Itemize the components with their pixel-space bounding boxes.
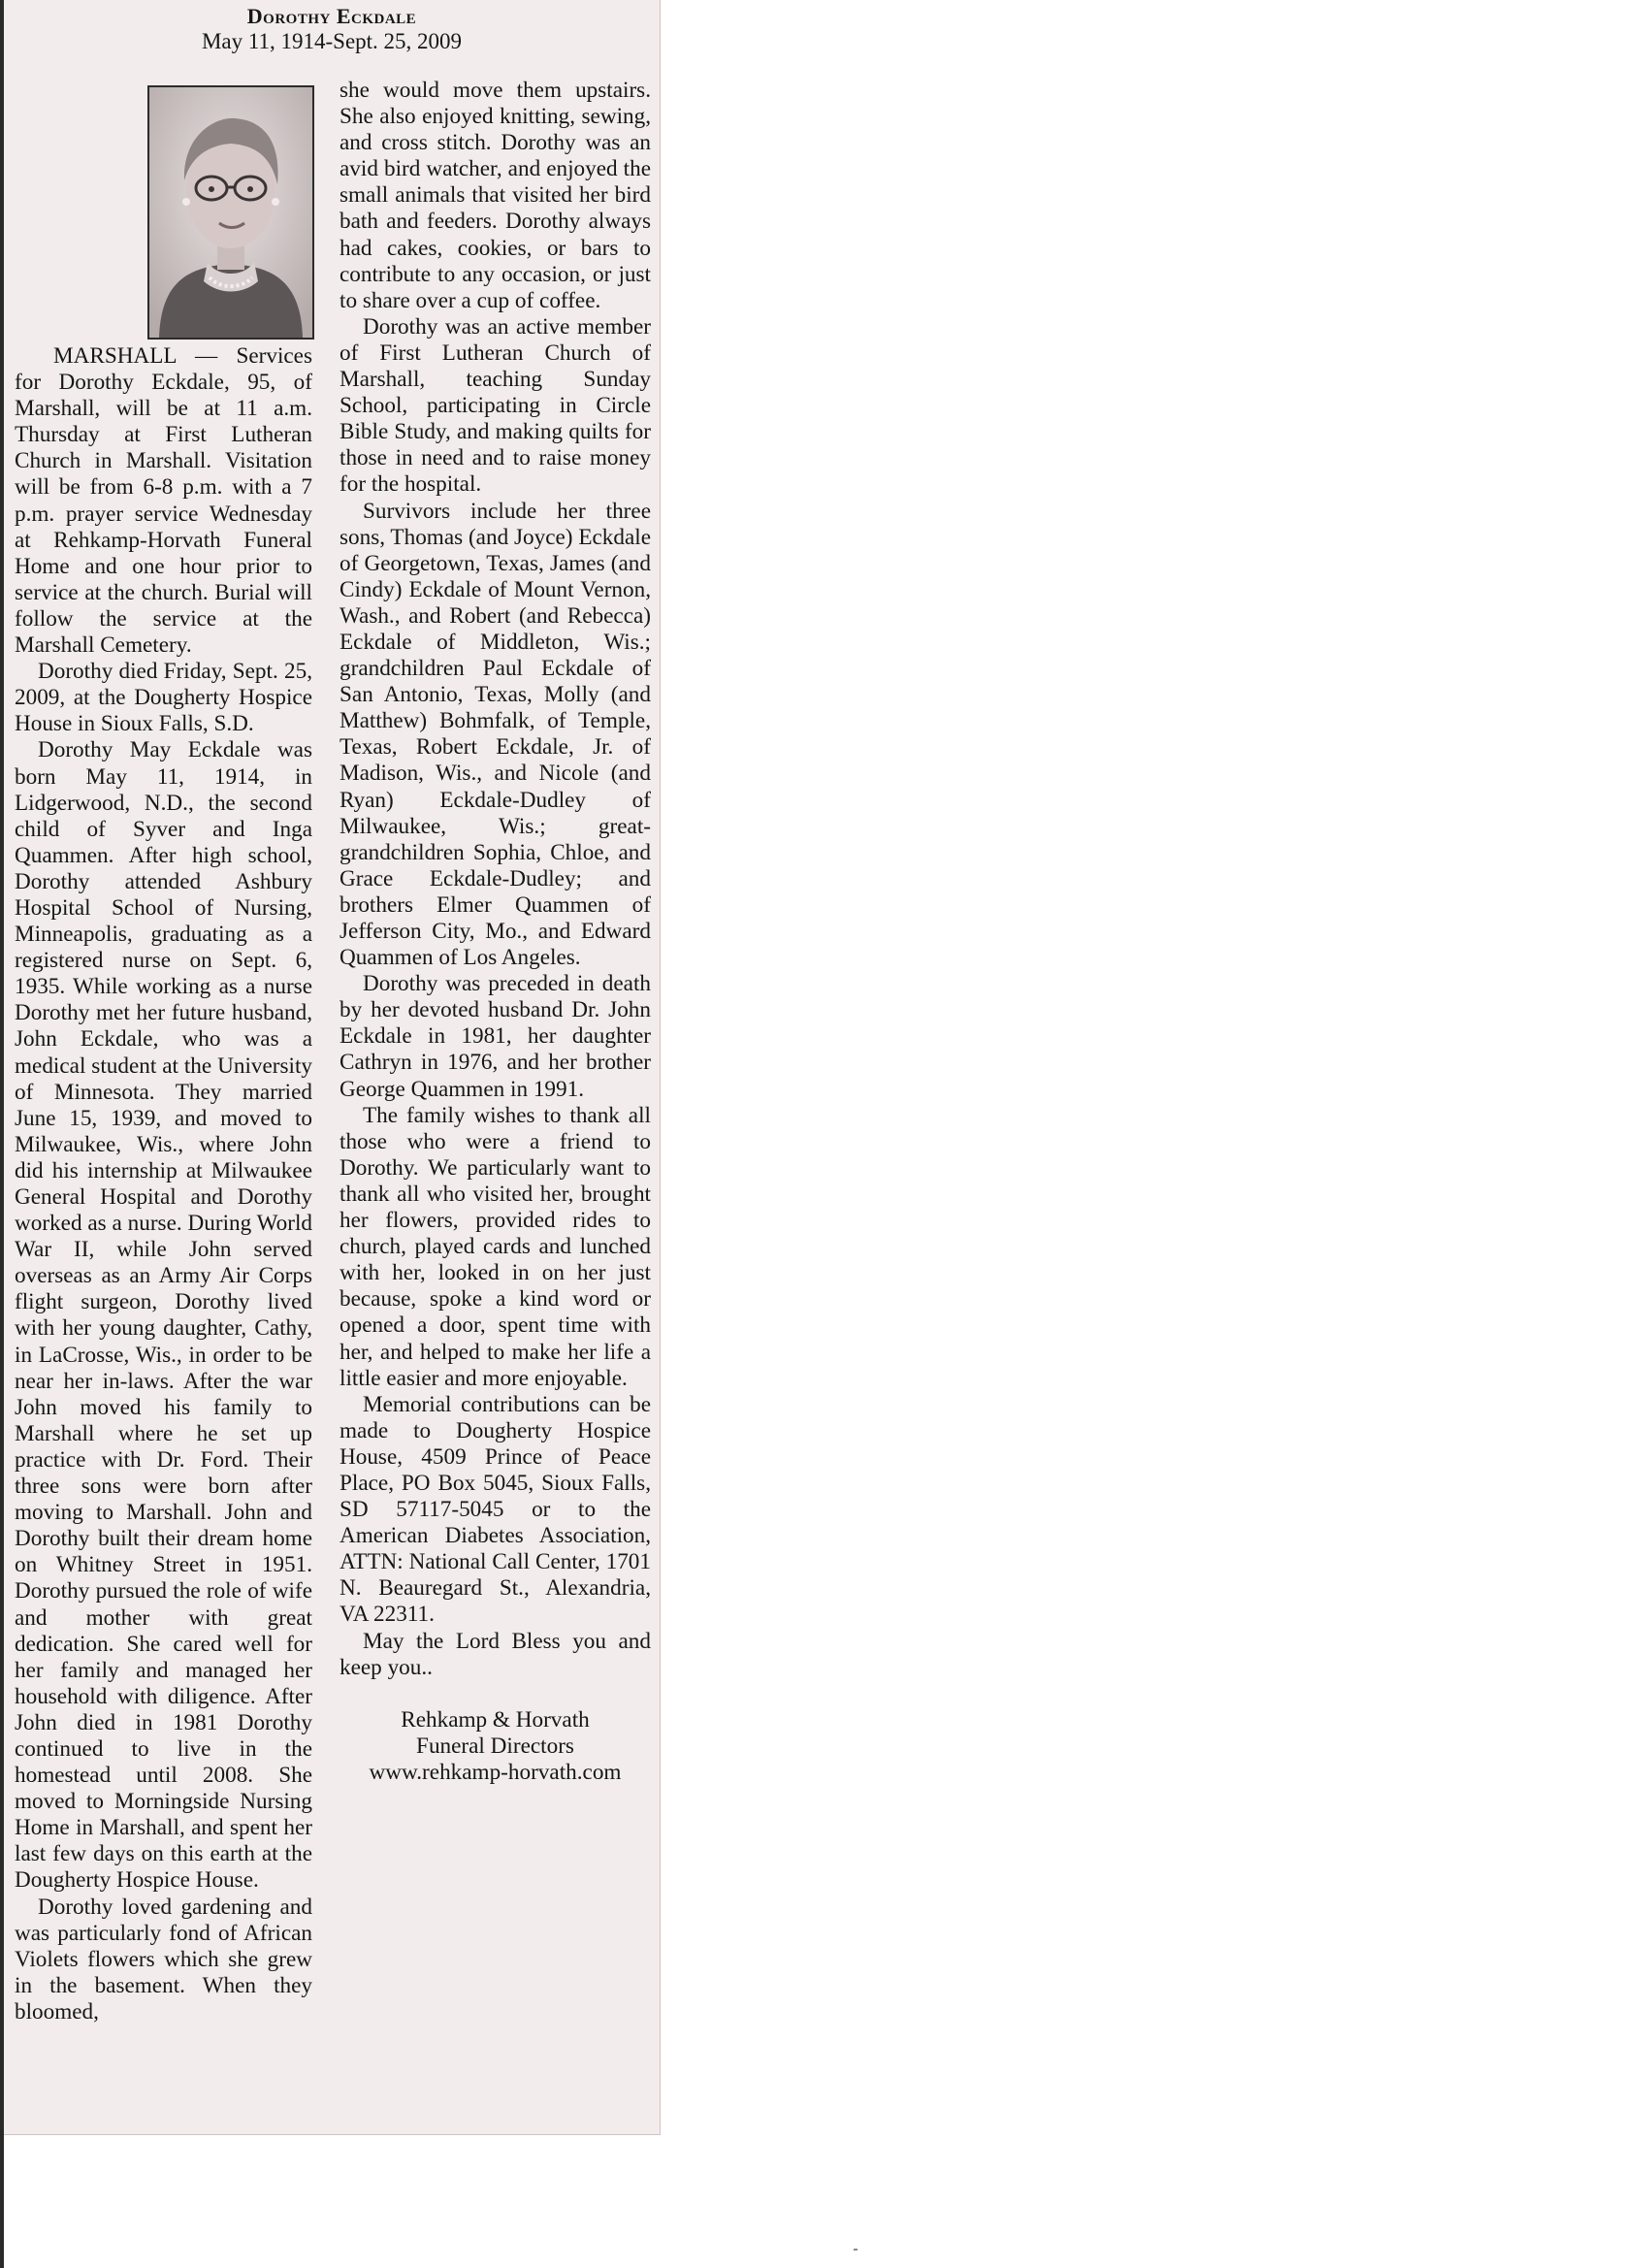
obituary-clipping — [4, 0, 661, 2135]
funeral-home-website: www.rehkamp-horvath.com — [369, 1759, 622, 1785]
funeral-home-title: Funeral Directors — [416, 1733, 574, 1759]
paragraph: MARSHALL — Services for Dorothy Eckdale, 95, of Marshall, will be at 11 a.m. Thursday at First Lutheran Church in Marshall. Visitation will be from 6-8 p.m. with a 7 p.m. prayer service Wednesday at Rehkamp-Horvath Funeral Home and one hour prior to service at the church. Burial will follow the service at the Marshall Cemetery. — [15, 343, 312, 659]
right-column — [340, 78, 651, 1786]
funeral-home-name: Rehkamp & Horvath — [401, 1706, 590, 1733]
life-dates: May 11, 1914-Sept. 25, 2009 — [201, 29, 463, 53]
paragraph: Memorial contributions can be made to Dougherty Hospice House, 4509 Prince of Peace Place, PO Box 5045, Sioux Falls, SD 57117-5045 or to the American Diabetes Association, ATTN: National Call Center, 1701 N. Beauregard St., Alexandria, VA 22311. — [340, 1391, 651, 1628]
scan-speck — [854, 2249, 857, 2251]
obituary-header — [4, 0, 660, 54]
paragraph: she would move them upstairs. She also enjoyed knitting, sewing, and cross stitch. Dorothy was an avid bird watcher, and enjoyed the small animals that visited her bird bath and feeders. Dorothy always had cakes, cookies, or bars to contribute to any occasion, or just to share over a cup of coffee. — [340, 78, 651, 313]
funeral-home-signoff — [340, 1707, 651, 1786]
paragraph: Survivors include her three sons, Thomas (and Joyce) Eckdale of Georgetown, Texas, James (and Cindy) Eckdale of Mount Vernon, Wash., and Robert (and Rebecca) Eckdale of Middleton, Wis.; grandchildren Paul Eckdale of San Antonio, Texas, Molly (and Matthew) Bohmfalk, of Temple, Texas, Robert Eckdale, Jr. of Madison, Wis., and Nicole (and Ryan) Eckdale-Dudley of Milwaukee, Wis.; great-grandchildren Sophia, Chloe, and Grace Eckdale-Dudley; and brothers Elmer Quammen of Jefferson City, Mo., and Edward Quammen of Los Angeles. — [340, 498, 651, 971]
paragraph: Dorothy loved gardening and was particularly fond of African Violets flowers which she grew in the basement. When they bloomed, — [15, 1894, 312, 2025]
paragraph: Dorothy was preceded in death by her devoted husband Dr. John Eckdale in 1981, her daughter Cathryn in 1976, and her brother George Quammen in 1991. — [340, 971, 651, 1102]
paragraph: May the Lord Bless you and keep you.. — [340, 1628, 651, 1680]
paragraph: Dorothy died Friday, Sept. 25, 2009, at the Dougherty Hospice House in Sioux Falls, S.D. — [15, 659, 312, 737]
paragraph: The family wishes to thank all those who were a friend to Dorothy. We particularly want to thank all who visited her, brought her flowers, provided rides to church, played cards and lunched with her, looked in on her just because, spoke a kind word or opened a door, spent time with her, and helped to make her life a little easier and more enjoyable. — [340, 1102, 651, 1391]
paragraph: Dorothy was an active member of First Lutheran Church of Marshall, teaching Sunday School, participating in Circle Bible Study, and making quilts for those in need and to raise money for the hospital. — [340, 313, 651, 498]
paragraph: Dorothy May Eckdale was born May 11, 1914, in Lidgerwood, N.D., the second child of Syver and Inga Quammen. After high school, Dorothy attended Ashbury Hospital School of Nursing, Minneapolis, graduating as a registered nurse on Sept. 6, 1935. While working as a nurse Dorothy met her future husband, John Eckdale, who was a medical student at the University of Minnesota. They married June 15, 1939, and moved to Milwaukee, Wis., where John did his internship at Milwaukee General Hospital and Dorothy worked as a nurse. During World War II, while John served overseas as an Army Air Corps flight surgeon, Dorothy lived with her young daughter, Cathy, in LaCrosse, Wis., in order to be near her in-laws. After the war John moved his family to Marshall where he set up practice with Dr. Ford. Their three sons were born after moving to Marshall. John and Dorothy built their dream home on Whitney Street in 1951. Dorothy pursued the role of wife and mother with great dedication. She cared well for her family and managed her household with diligence. After John died in 1981 Dorothy continued to live in the homestead until 2008. She moved to Morningside Nursing Home in Marshall, and spent her last few days on this earth at the Dougherty Hospice House. — [15, 737, 312, 1894]
portrait-photo — [147, 85, 314, 340]
deceased-name: Dorothy Eckdale — [246, 4, 417, 28]
left-column — [15, 78, 312, 2025]
